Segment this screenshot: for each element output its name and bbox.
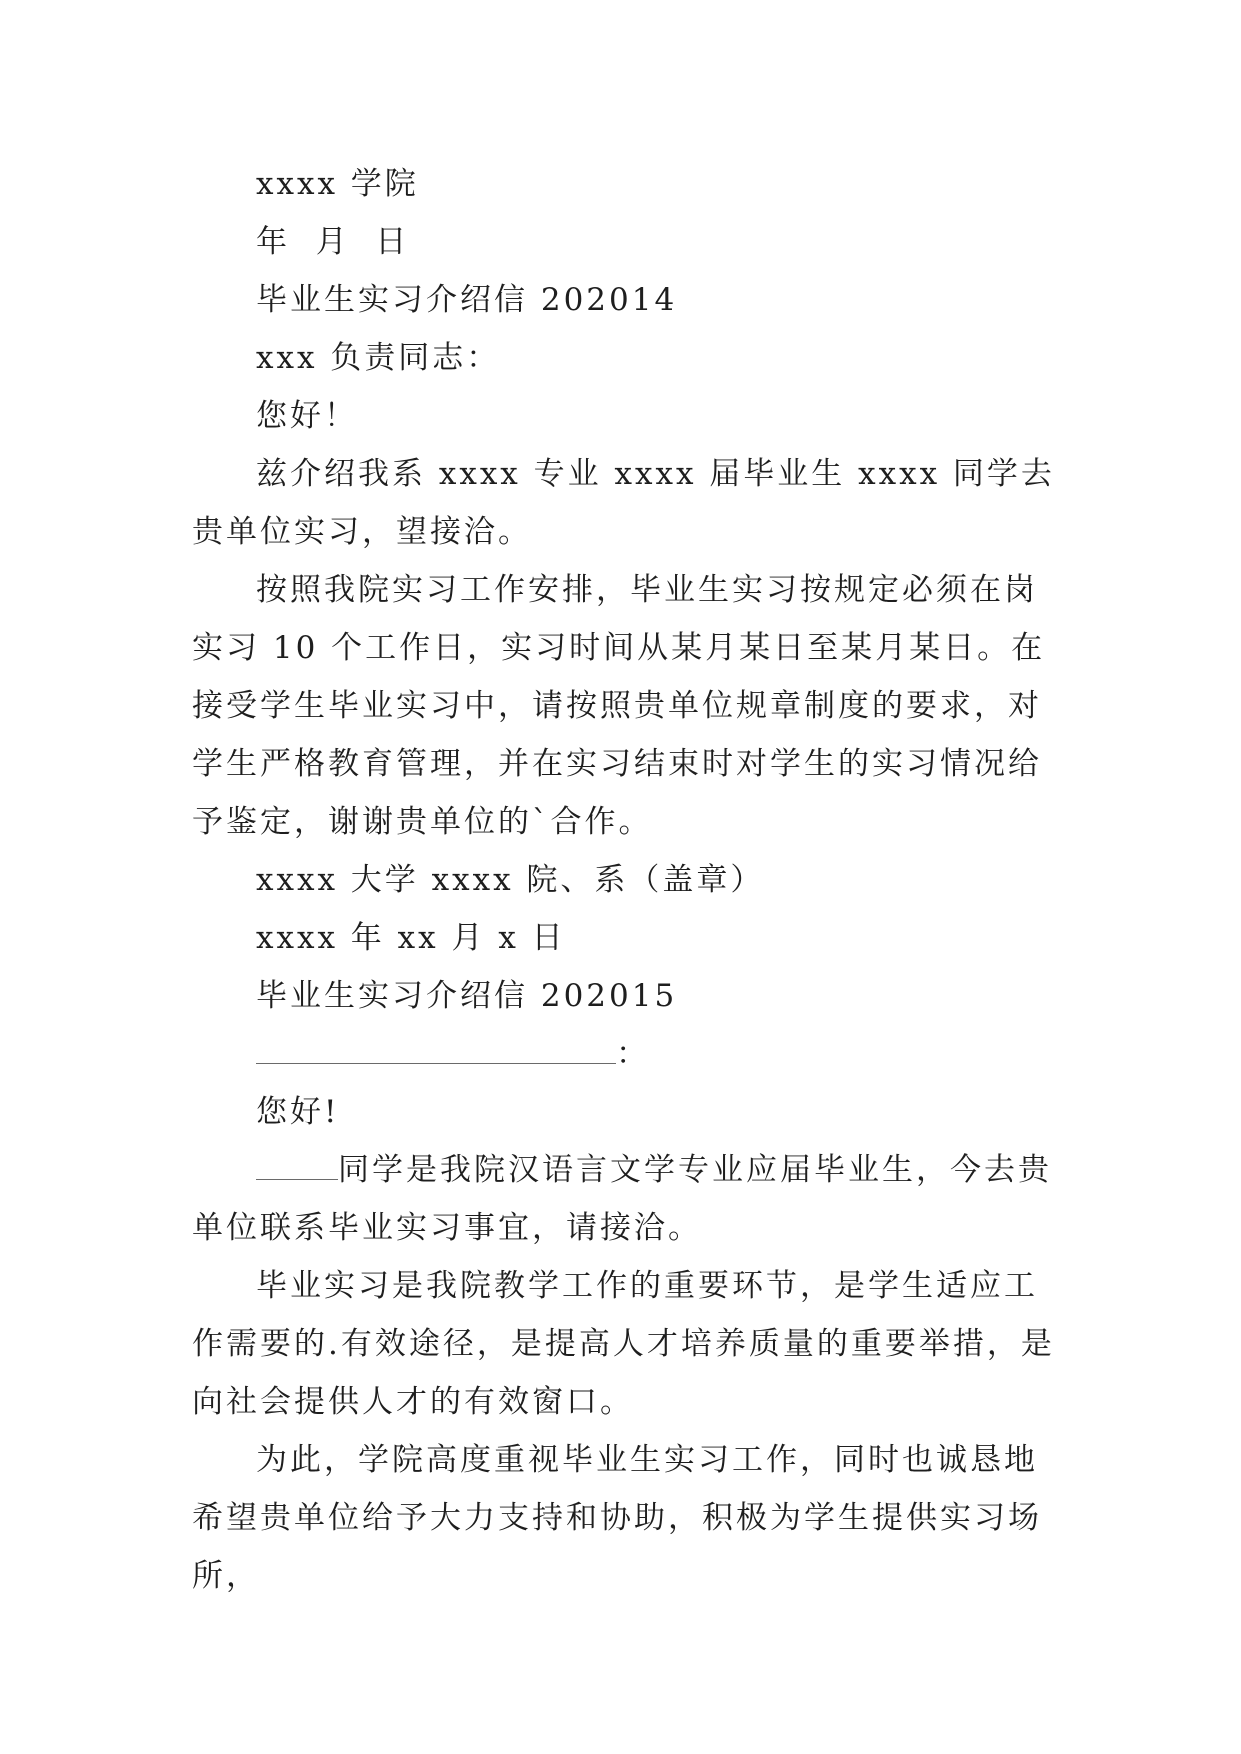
recipient-blank-line bbox=[256, 1037, 616, 1064]
letter-paragraph: 毕业实习是我院教学工作的重要环节，是学生适应工作需要的.有效途径，是提高人才培养质量的重要举措，是向社会提供人才的有效窗口。 bbox=[192, 1268, 1055, 1420]
letter-greeting: 您好！ bbox=[256, 398, 358, 434]
letter-greeting: 您好! bbox=[256, 1094, 340, 1130]
letter-paragraph: 兹介绍我系 xxxx 专业 xxxx 届毕业生 xxxx 同学去贵单位实习，望接洽。 bbox=[192, 456, 1055, 550]
signature-date: xxxx 年 xx 月 x 日 bbox=[256, 920, 566, 956]
letter-title: 毕业生实习介绍信 202014 bbox=[256, 282, 678, 318]
letter-title: 毕业生实习介绍信 202015 bbox=[256, 978, 678, 1014]
signature-org: xxxx 大学 xxxx 院、系（盖章） bbox=[256, 862, 765, 898]
letter-paragraph: 为此，学院高度重视毕业生实习工作，同时也诚恳地希望贵单位给予大力支持和协助，积极为学生提供实习场所， bbox=[192, 1442, 1042, 1594]
signature-date: 年 月 日 bbox=[256, 224, 410, 260]
letter-paragraph bbox=[192, 1141, 1060, 1257]
student-name-blank-line bbox=[256, 1153, 338, 1180]
signature-college: xxxx 学院 bbox=[256, 166, 419, 202]
letter-paragraph: 按照我院实习工作安排，毕业生实习按规定必须在岗实习 10 个工作日，实习时间从某月某日至某月某日。在接受学生毕业实习中，请按照贵单位规章制度的要求，对学生严格教育管理，并在实习结束时对学生的实习情况给予鉴定，谢谢贵单位的`合作。 bbox=[192, 572, 1046, 840]
paragraph-text: 同学是我院汉语言文学专业应届毕业生，今去贵单位联系毕业实习事宜，请接洽。 bbox=[192, 1152, 1052, 1246]
letter-salutation: xxx 负责同志： bbox=[256, 340, 501, 376]
salutation-colon: ： bbox=[616, 1036, 650, 1072]
letter-salutation bbox=[192, 1025, 1060, 1083]
document-body bbox=[192, 155, 1060, 1605]
